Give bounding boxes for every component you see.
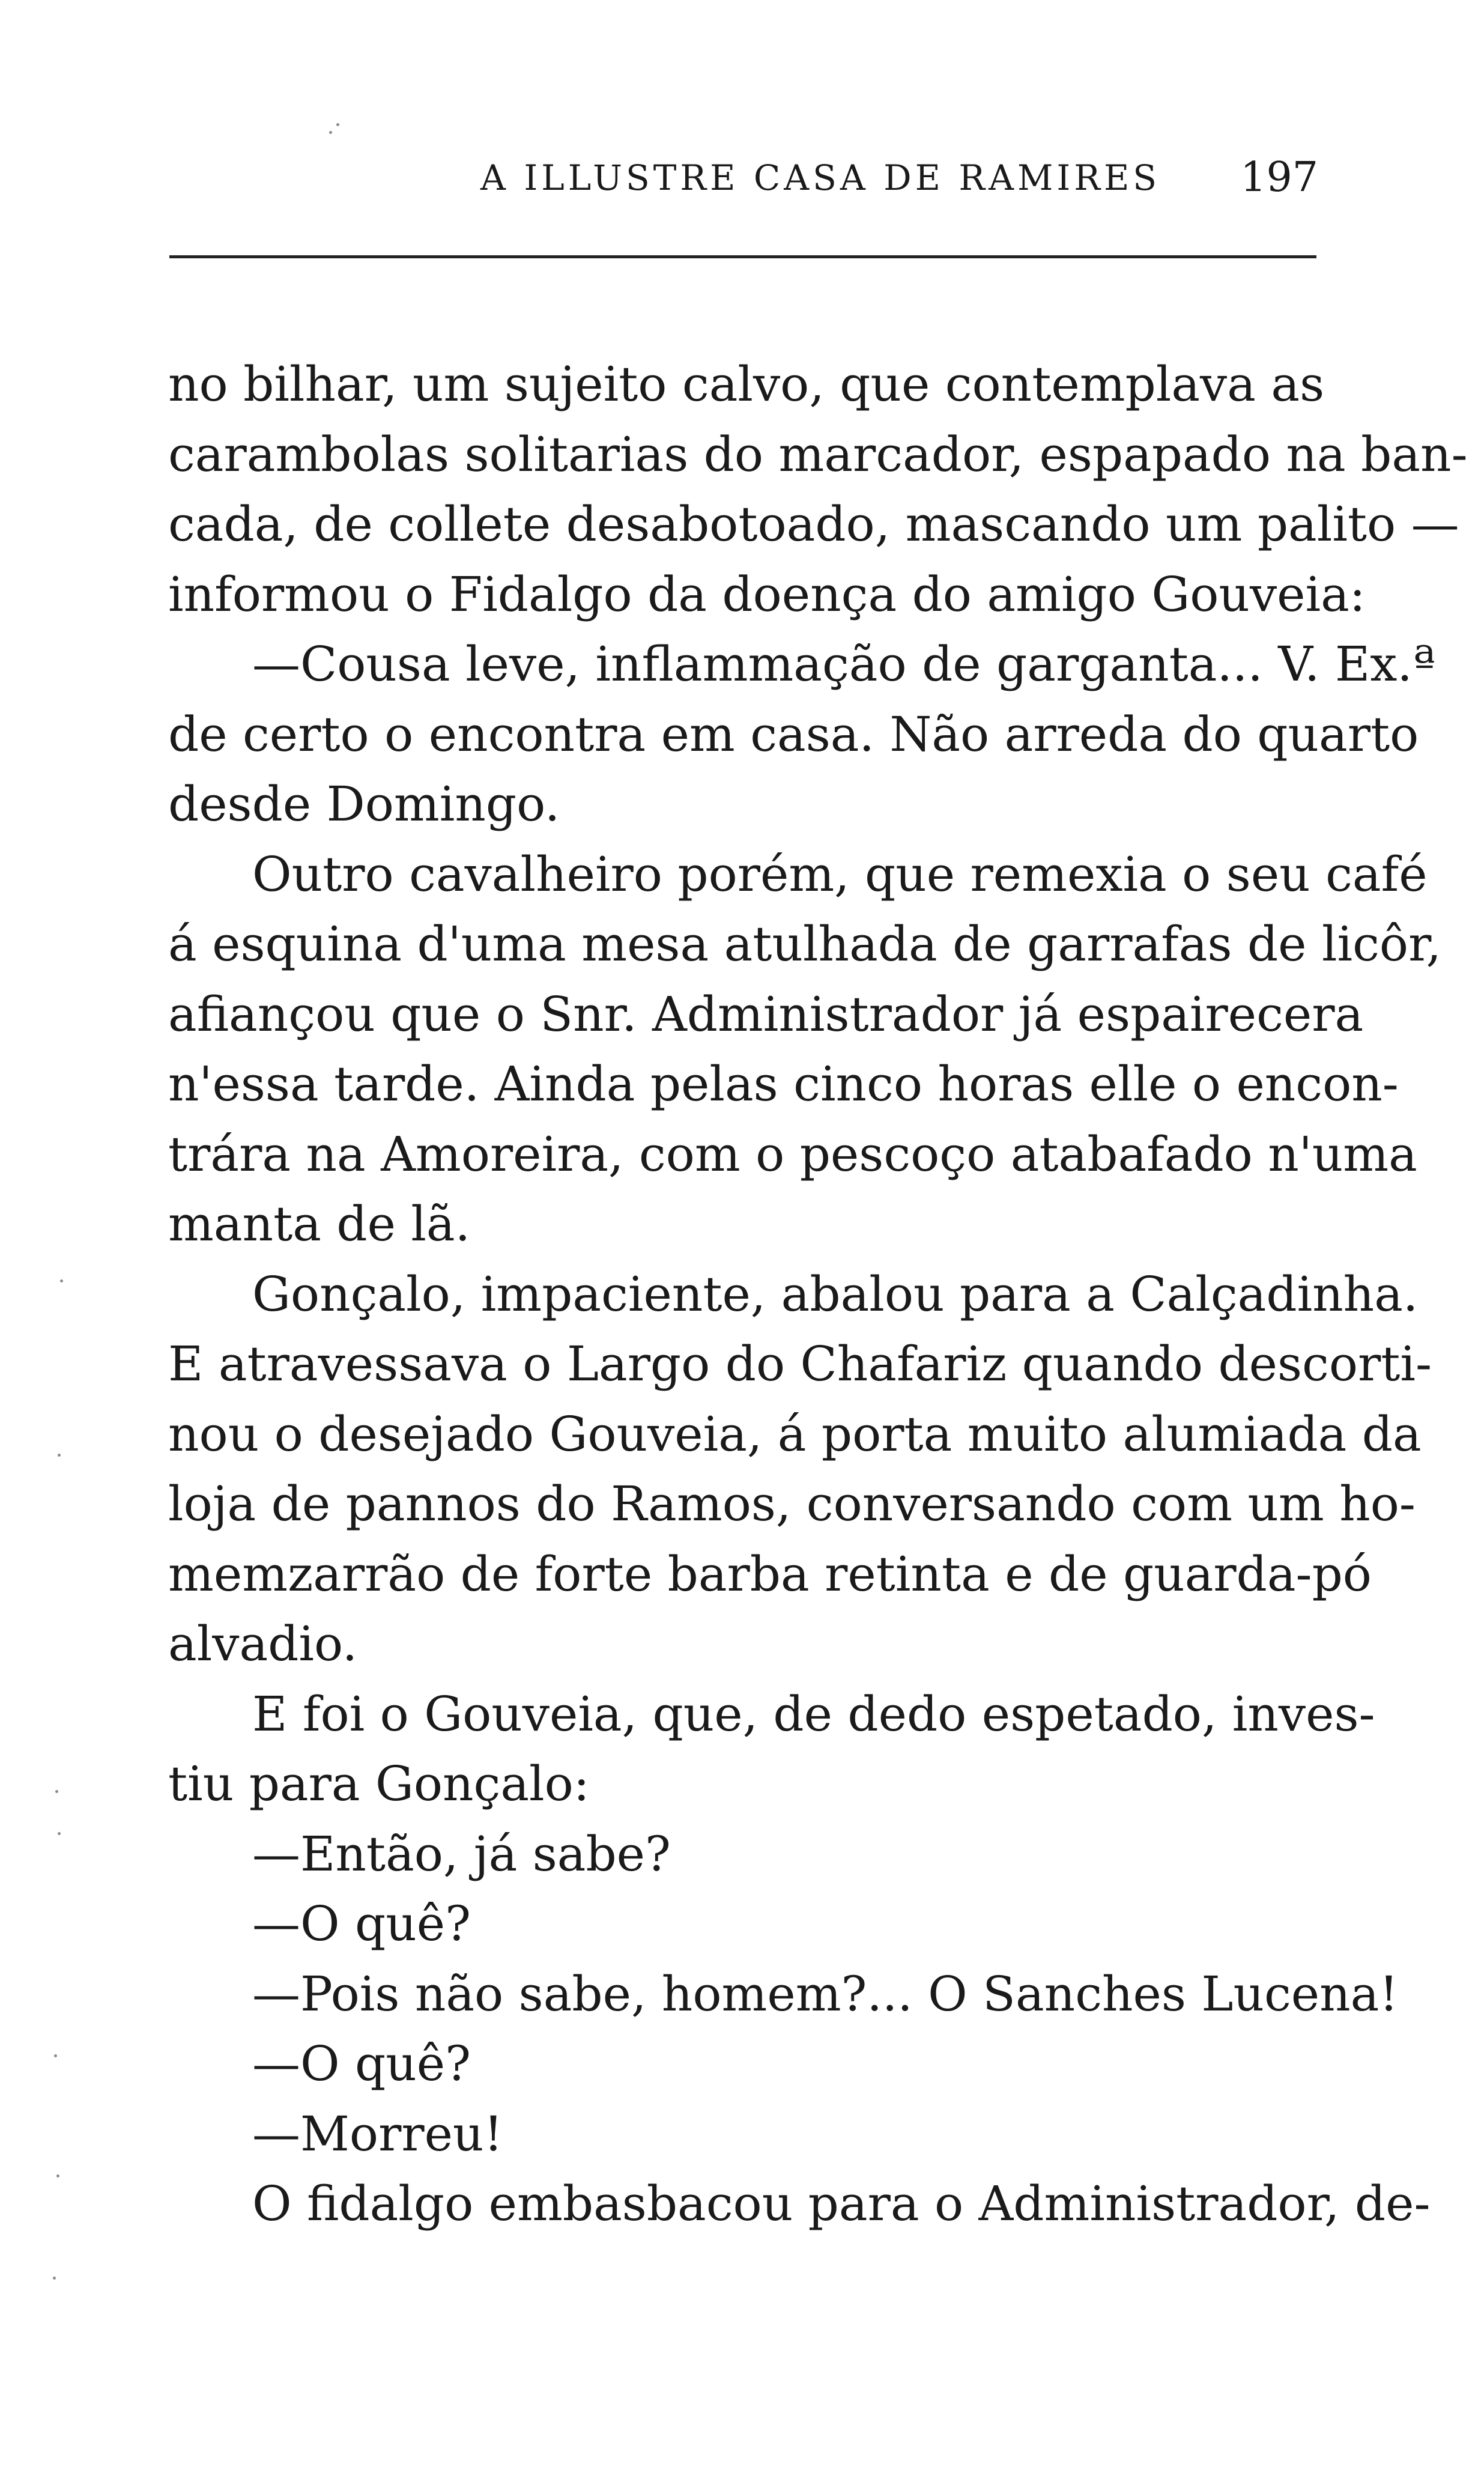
- text-line: cada, de collete desabotoado, mascando um palito —: [168, 496, 1459, 552]
- header-rule: [169, 255, 1316, 258]
- scan-speck: [56, 2174, 59, 2177]
- scan-speck: [55, 1790, 58, 1793]
- scan-speck: [53, 2277, 56, 2280]
- scan-speck: [329, 131, 332, 134]
- dialogue-line: —O quê?: [252, 2036, 471, 2092]
- page-number: 197: [1240, 154, 1318, 201]
- scan-speck: [58, 1454, 61, 1457]
- dialogue-line: —Então, já sabe?: [252, 1825, 671, 1882]
- text-line: carambolas solitarias do marcador, espapado na ban-: [168, 426, 1468, 482]
- text-line: memzarrão de forte barba retinta e de guarda-pó: [168, 1546, 1372, 1602]
- text-line: alvadio.: [168, 1616, 358, 1672]
- dialogue-line: —O quê?: [252, 1896, 471, 1952]
- text-line: no bilhar, um sujeito calvo, que contemplava as: [168, 356, 1325, 412]
- body-text: [168, 350, 1468, 2239]
- running-title: A ILLUSTRE CASA DE RAMIRES: [480, 157, 1161, 198]
- running-head: [168, 154, 1345, 205]
- scan-speck: [58, 1832, 61, 1835]
- text-line: informou o Fidalgo da doença do amigo Gouveia:: [168, 566, 1366, 622]
- dialogue-line: —Cousa leve, inflammação de garganta... V. Ex.ª: [252, 636, 1435, 692]
- text-line: de certo o encontra em casa. Não arreda do quarto: [168, 706, 1419, 762]
- text-line: nou o desejado Gouveia, á porta muito alumiada da: [168, 1406, 1422, 1462]
- text-line: desde Domingo.: [168, 776, 560, 832]
- paragraph-first-line: Gonçalo, impaciente, abalou para a Calçadinha.: [252, 1266, 1419, 1322]
- scan-speck: [336, 123, 339, 126]
- paragraph-first-line: Outro cavalheiro porém, que remexia o seu café: [252, 846, 1428, 902]
- paragraph-first-line: E foi o Gouveia, que, de dedo espetado, inves-: [252, 1686, 1375, 1742]
- dialogue-line: —Morreu!: [252, 2105, 503, 2162]
- text-line: trára na Amoreira, com o pescoço atabafado n'uma: [168, 1126, 1417, 1182]
- text-line: loja de pannos do Ramos, conversando com um ho-: [168, 1476, 1416, 1532]
- scan-speck: [54, 2054, 57, 2057]
- text-line: manta de lã.: [168, 1196, 471, 1252]
- text-line: á esquina d'uma mesa atulhada de garrafas de licôr,: [168, 916, 1441, 972]
- text-line: E atravessava o Largo do Chafariz quando descorti-: [168, 1336, 1432, 1392]
- dialogue-line: —Pois não sabe, homem?... O Sanches Lucena!: [252, 1965, 1399, 2022]
- text-line: n'essa tarde. Ainda pelas cinco horas elle o encon-: [168, 1056, 1399, 1112]
- text-line: afiançou que o Snr. Administrador já espairecera: [168, 986, 1364, 1042]
- scan-speck: [60, 1279, 63, 1282]
- text-line: tiu para Gonçalo:: [168, 1756, 590, 1812]
- dialogue-line: O fidalgo embasbacou para o Administrador, de-: [252, 2176, 1431, 2232]
